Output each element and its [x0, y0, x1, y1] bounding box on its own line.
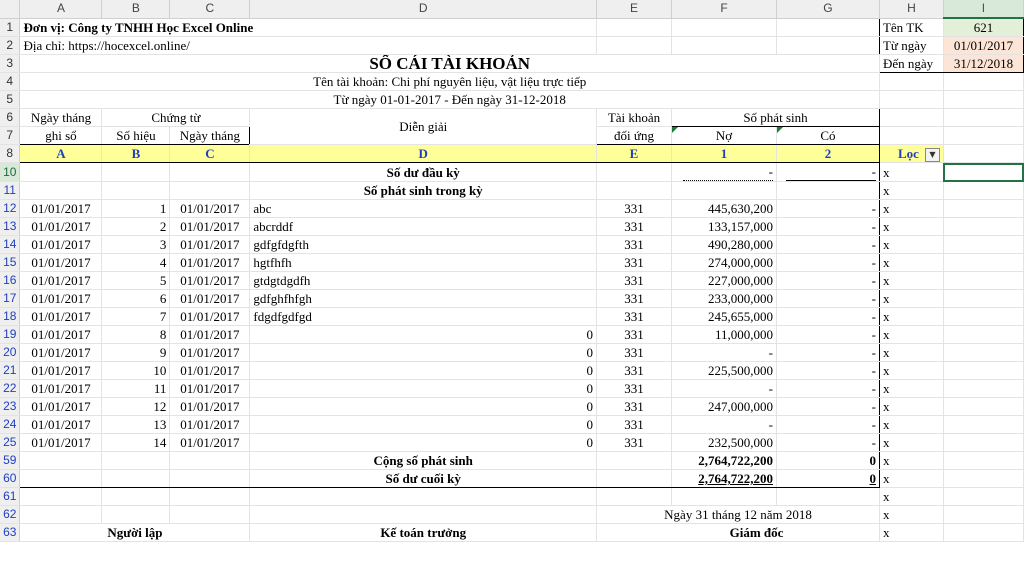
- row-header[interactable]: 5: [0, 91, 20, 109]
- account-value[interactable]: 621: [943, 18, 1023, 37]
- cell[interactable]: [776, 18, 879, 37]
- header-description[interactable]: Diễn giải: [250, 109, 597, 145]
- cell[interactable]: [20, 452, 102, 470]
- debit-cell[interactable]: 245,655,000: [672, 308, 777, 326]
- row-header[interactable]: 63: [0, 524, 20, 542]
- table-row: [0, 254, 1024, 272]
- account-label[interactable]: Tên TK: [879, 18, 943, 37]
- debit-cell[interactable]: -: [672, 344, 777, 362]
- cell[interactable]: [672, 182, 777, 200]
- counter-account-cell[interactable]: 331: [597, 200, 672, 218]
- col-header-i[interactable]: I: [943, 0, 1023, 18]
- voucher-no-cell[interactable]: 7: [102, 308, 170, 326]
- header-credit[interactable]: Có: [776, 127, 879, 145]
- total-debit[interactable]: 2,764,722,200: [672, 452, 777, 470]
- cell[interactable]: [170, 488, 250, 506]
- cell[interactable]: [672, 488, 777, 506]
- col-header-g[interactable]: G: [776, 0, 879, 18]
- cell[interactable]: [170, 163, 250, 182]
- row-header[interactable]: 61: [0, 488, 20, 506]
- to-value[interactable]: 31/12/2018: [943, 55, 1023, 73]
- record-date-cell[interactable]: 01/01/2017: [20, 398, 102, 416]
- company-name[interactable]: Đơn vị: Công ty TNHH Học Excel Online: [20, 18, 597, 37]
- cell[interactable]: [776, 37, 879, 55]
- voucher-no-cell[interactable]: 12: [102, 398, 170, 416]
- cell[interactable]: [102, 452, 170, 470]
- debit-cell[interactable]: -: [672, 380, 777, 398]
- cell[interactable]: [943, 416, 1023, 434]
- cell[interactable]: [597, 18, 672, 37]
- row-header[interactable]: 24: [0, 416, 20, 434]
- row-header[interactable]: 12: [0, 200, 20, 218]
- counter-account-cell[interactable]: 331: [597, 218, 672, 236]
- credit-cell[interactable]: -: [776, 254, 879, 272]
- cell[interactable]: [943, 182, 1023, 200]
- closing-debit[interactable]: 2,764,722,200: [672, 470, 777, 488]
- cell[interactable]: [943, 127, 1023, 145]
- account-name[interactable]: Tên tài khoản: Chi phí nguyên liệu, vật liệu trực tiếp: [20, 73, 879, 91]
- voucher-date-cell[interactable]: 01/01/2017: [170, 272, 250, 290]
- header-voucher-date[interactable]: Ngày tháng: [170, 127, 250, 145]
- voucher-date-cell[interactable]: 01/01/2017: [170, 434, 250, 452]
- row-header[interactable]: 1: [0, 18, 20, 37]
- credit-cell[interactable]: -: [776, 326, 879, 344]
- table-row: [0, 308, 1024, 326]
- row-header[interactable]: 19: [0, 326, 20, 344]
- credit-cell[interactable]: -: [776, 344, 879, 362]
- company-address[interactable]: Địa chỉ: https://hocexcel.online/: [20, 37, 597, 55]
- counter-account-cell[interactable]: 331: [597, 344, 672, 362]
- cell[interactable]: [597, 470, 672, 488]
- header-counter-account-2[interactable]: đối ứng: [597, 127, 672, 145]
- cell[interactable]: [597, 182, 672, 200]
- counter-account-cell[interactable]: 331: [597, 362, 672, 380]
- row-header[interactable]: 16: [0, 272, 20, 290]
- table-row: [0, 236, 1024, 254]
- voucher-no-cell[interactable]: 10: [102, 362, 170, 380]
- ledger-title[interactable]: SỔ CÁI TÀI KHOẢN: [20, 55, 879, 73]
- cell[interactable]: [672, 37, 777, 55]
- code-e[interactable]: E: [597, 145, 672, 163]
- credit-cell[interactable]: -: [776, 218, 879, 236]
- cell[interactable]: [943, 362, 1023, 380]
- select-all-corner[interactable]: [0, 0, 20, 18]
- cell[interactable]: [943, 236, 1023, 254]
- code-1[interactable]: 1: [672, 145, 777, 163]
- cell[interactable]: [943, 145, 1023, 163]
- voucher-date-cell[interactable]: 01/01/2017: [170, 254, 250, 272]
- cell[interactable]: [170, 470, 250, 488]
- credit-cell[interactable]: -: [776, 380, 879, 398]
- cell[interactable]: [597, 488, 672, 506]
- credit-cell[interactable]: -: [776, 434, 879, 452]
- cell[interactable]: [943, 254, 1023, 272]
- cell[interactable]: [170, 182, 250, 200]
- voucher-date-cell[interactable]: 01/01/2017: [170, 308, 250, 326]
- cell[interactable]: [943, 290, 1023, 308]
- counter-account-cell[interactable]: 331: [597, 416, 672, 434]
- flag-cell[interactable]: x: [879, 380, 943, 398]
- voucher-date-cell[interactable]: 01/01/2017: [170, 290, 250, 308]
- record-date-cell[interactable]: 01/01/2017: [20, 416, 102, 434]
- sign-date[interactable]: Ngày 31 tháng 12 năm 2018: [597, 506, 880, 524]
- voucher-no-cell[interactable]: 11: [102, 380, 170, 398]
- col-header-a[interactable]: A: [20, 0, 102, 18]
- table-row: [0, 434, 1024, 452]
- voucher-date-cell[interactable]: 01/01/2017: [170, 344, 250, 362]
- credit-cell[interactable]: -: [776, 398, 879, 416]
- cell[interactable]: [597, 452, 672, 470]
- table-row: [0, 290, 1024, 308]
- cell[interactable]: [102, 163, 170, 182]
- table-row: [0, 218, 1024, 236]
- cell[interactable]: [250, 506, 597, 524]
- cell[interactable]: [943, 398, 1023, 416]
- voucher-no-cell[interactable]: 3: [102, 236, 170, 254]
- filter-dropdown-icon[interactable]: ▼: [925, 148, 940, 162]
- cell[interactable]: [250, 488, 597, 506]
- cell[interactable]: x: [879, 524, 943, 542]
- credit-cell[interactable]: -: [776, 236, 879, 254]
- col-header-h[interactable]: H: [879, 0, 943, 18]
- col-header-e[interactable]: E: [597, 0, 672, 18]
- voucher-date-cell[interactable]: 01/01/2017: [170, 236, 250, 254]
- description-cell[interactable]: 0: [250, 398, 597, 416]
- description-cell[interactable]: hgtfhfh: [250, 254, 597, 272]
- flag-cell[interactable]: x: [879, 326, 943, 344]
- cell[interactable]: [20, 470, 102, 488]
- row-header[interactable]: 18: [0, 308, 20, 326]
- preparer-label[interactable]: Người lập: [20, 524, 250, 542]
- director-label[interactable]: Giám đốc: [597, 524, 880, 542]
- header-amount[interactable]: Số phát sinh: [672, 109, 880, 127]
- debit-cell[interactable]: 233,000,000: [672, 290, 777, 308]
- row-header[interactable]: 59: [0, 452, 20, 470]
- flag-cell[interactable]: x: [879, 272, 943, 290]
- cell[interactable]: [943, 380, 1023, 398]
- voucher-date-cell[interactable]: 01/01/2017: [170, 200, 250, 218]
- row-header[interactable]: 11: [0, 182, 20, 200]
- record-date-cell[interactable]: 01/01/2017: [20, 326, 102, 344]
- row-header[interactable]: 13: [0, 218, 20, 236]
- opening-flag[interactable]: x: [879, 163, 943, 182]
- row-header[interactable]: 15: [0, 254, 20, 272]
- counter-account-cell[interactable]: 331: [597, 434, 672, 452]
- code-a[interactable]: A: [20, 145, 102, 163]
- table-row: [0, 398, 1024, 416]
- counter-account-cell[interactable]: 331: [597, 272, 672, 290]
- from-label[interactable]: Từ ngày: [879, 37, 943, 55]
- record-date-cell[interactable]: 01/01/2017: [20, 236, 102, 254]
- row-header[interactable]: 23: [0, 398, 20, 416]
- cell[interactable]: [943, 272, 1023, 290]
- header-record-date-2[interactable]: ghi sổ: [20, 127, 102, 145]
- code-2[interactable]: 2: [776, 145, 879, 163]
- opening-debit[interactable]: -: [672, 163, 777, 182]
- counter-account-cell[interactable]: 331: [597, 254, 672, 272]
- row-header[interactable]: 17: [0, 290, 20, 308]
- voucher-date-cell[interactable]: 01/01/2017: [170, 218, 250, 236]
- header-record-date[interactable]: Ngày tháng: [20, 109, 102, 127]
- flag-cell[interactable]: x: [879, 344, 943, 362]
- cell[interactable]: [943, 218, 1023, 236]
- table-row: [0, 380, 1024, 398]
- filter-label: Lọc: [898, 146, 919, 161]
- debit-cell[interactable]: 445,630,200: [672, 200, 777, 218]
- to-label[interactable]: Đến ngày: [879, 55, 943, 73]
- debit-cell[interactable]: 490,280,000: [672, 236, 777, 254]
- header-debit[interactable]: Nợ: [672, 127, 777, 145]
- description-cell[interactable]: 0: [250, 344, 597, 362]
- debit-cell[interactable]: 227,000,000: [672, 272, 777, 290]
- cell[interactable]: [597, 37, 672, 55]
- voucher-no-cell[interactable]: 4: [102, 254, 170, 272]
- record-date-cell[interactable]: 01/01/2017: [20, 254, 102, 272]
- header-voucher[interactable]: Chứng từ: [102, 109, 250, 127]
- description-cell[interactable]: 0: [250, 380, 597, 398]
- flag-cell[interactable]: x: [879, 398, 943, 416]
- active-cell[interactable]: [943, 163, 1023, 182]
- record-date-cell[interactable]: 01/01/2017: [20, 434, 102, 452]
- row-header[interactable]: 21: [0, 362, 20, 380]
- debit-cell[interactable]: -: [672, 416, 777, 434]
- flag-cell[interactable]: x: [879, 254, 943, 272]
- cell[interactable]: x: [879, 182, 943, 200]
- opening-balance-label[interactable]: Số dư đầu kỳ: [250, 163, 597, 182]
- table-row: [0, 344, 1024, 362]
- cell[interactable]: [170, 506, 250, 524]
- description-cell[interactable]: gtdgtdgdfh: [250, 272, 597, 290]
- cell[interactable]: [879, 109, 943, 127]
- credit-cell[interactable]: -: [776, 272, 879, 290]
- credit-cell[interactable]: -: [776, 308, 879, 326]
- flag-cell[interactable]: x: [879, 290, 943, 308]
- row-header[interactable]: 3: [0, 55, 20, 73]
- col-header-f[interactable]: F: [672, 0, 777, 18]
- cell[interactable]: [20, 163, 102, 182]
- cell[interactable]: [943, 326, 1023, 344]
- cell[interactable]: [879, 73, 943, 91]
- description-cell[interactable]: 0: [250, 416, 597, 434]
- description-cell[interactable]: abc: [250, 200, 597, 218]
- description-cell[interactable]: 0: [250, 362, 597, 380]
- cell[interactable]: [943, 524, 1023, 542]
- row-header[interactable]: 7: [0, 127, 20, 145]
- record-date-cell[interactable]: 01/01/2017: [20, 362, 102, 380]
- debit-cell[interactable]: 247,000,000: [672, 398, 777, 416]
- row-header[interactable]: 25: [0, 434, 20, 452]
- table-row: [0, 362, 1024, 380]
- closing-label[interactable]: Số dư cuối kỳ: [250, 470, 597, 488]
- cell[interactable]: [943, 73, 1023, 91]
- cell[interactable]: [672, 18, 777, 37]
- col-header-c[interactable]: C: [170, 0, 250, 18]
- row-header[interactable]: 10: [0, 163, 20, 182]
- voucher-no-cell[interactable]: 2: [102, 218, 170, 236]
- flag-cell[interactable]: x: [879, 308, 943, 326]
- closing-credit[interactable]: 0: [776, 470, 879, 488]
- description-cell[interactable]: gdfgfdgfth: [250, 236, 597, 254]
- record-date-cell[interactable]: 01/01/2017: [20, 290, 102, 308]
- closing-flag[interactable]: x: [879, 470, 943, 488]
- ledger-rows: [0, 200, 1024, 452]
- cell[interactable]: [879, 91, 943, 109]
- total-flag[interactable]: x: [879, 452, 943, 470]
- voucher-no-cell[interactable]: 5: [102, 272, 170, 290]
- row-header[interactable]: 2: [0, 37, 20, 55]
- debit-cell[interactable]: 133,157,000: [672, 218, 777, 236]
- flag-cell[interactable]: x: [879, 434, 943, 452]
- chief-accountant-label[interactable]: Kế toán trưởng: [250, 524, 597, 542]
- debit-cell[interactable]: 274,000,000: [672, 254, 777, 272]
- counter-account-cell[interactable]: 331: [597, 236, 672, 254]
- cell[interactable]: x: [879, 506, 943, 524]
- record-date-cell[interactable]: 01/01/2017: [20, 200, 102, 218]
- cell[interactable]: [943, 506, 1023, 524]
- credit-cell[interactable]: -: [776, 416, 879, 434]
- header-counter-account[interactable]: Tài khoản: [597, 109, 672, 127]
- voucher-date-cell[interactable]: 01/01/2017: [170, 398, 250, 416]
- description-cell[interactable]: abcrddf: [250, 218, 597, 236]
- cell[interactable]: [943, 91, 1023, 109]
- table-row: [0, 200, 1024, 218]
- from-value[interactable]: 01/01/2017: [943, 37, 1023, 55]
- voucher-no-cell[interactable]: 9: [102, 344, 170, 362]
- cell[interactable]: [102, 506, 170, 524]
- cell[interactable]: [943, 452, 1023, 470]
- cell[interactable]: [102, 488, 170, 506]
- debit-cell[interactable]: 232,500,000: [672, 434, 777, 452]
- filter-cell[interactable]: [879, 145, 943, 163]
- record-date-cell[interactable]: 01/01/2017: [20, 218, 102, 236]
- cell[interactable]: [943, 470, 1023, 488]
- record-date-cell[interactable]: 01/01/2017: [20, 308, 102, 326]
- cell[interactable]: [943, 200, 1023, 218]
- description-cell[interactable]: 0: [250, 434, 597, 452]
- table-row: [0, 326, 1024, 344]
- counter-account-cell[interactable]: 331: [597, 290, 672, 308]
- cell[interactable]: [943, 109, 1023, 127]
- row-header[interactable]: 4: [0, 73, 20, 91]
- cell[interactable]: [943, 344, 1023, 362]
- code-d[interactable]: D: [250, 145, 597, 163]
- debit-cell[interactable]: 11,000,000: [672, 326, 777, 344]
- voucher-no-cell[interactable]: 6: [102, 290, 170, 308]
- flag-cell[interactable]: x: [879, 218, 943, 236]
- cell[interactable]: [943, 308, 1023, 326]
- cell[interactable]: [943, 488, 1023, 506]
- cell[interactable]: [20, 182, 102, 200]
- col-header-d[interactable]: D: [250, 0, 597, 18]
- ledger-period[interactable]: Từ ngày 01-01-2017 - Đến ngày 31-12-2018: [20, 91, 879, 109]
- row-header[interactable]: 20: [0, 344, 20, 362]
- flag-cell[interactable]: x: [879, 236, 943, 254]
- flag-cell[interactable]: x: [879, 200, 943, 218]
- credit-cell[interactable]: -: [776, 290, 879, 308]
- row-header[interactable]: 8: [0, 145, 20, 163]
- cell[interactable]: [102, 182, 170, 200]
- code-b[interactable]: B: [102, 145, 170, 163]
- counter-account-cell[interactable]: 331: [597, 398, 672, 416]
- table-row: [0, 272, 1024, 290]
- voucher-no-cell[interactable]: 1: [102, 200, 170, 218]
- credit-cell[interactable]: -: [776, 362, 879, 380]
- record-date-cell[interactable]: 01/01/2017: [20, 344, 102, 362]
- row-header[interactable]: 62: [0, 506, 20, 524]
- row-header[interactable]: 22: [0, 380, 20, 398]
- record-date-cell[interactable]: 01/01/2017: [20, 380, 102, 398]
- voucher-date-cell[interactable]: 01/01/2017: [170, 362, 250, 380]
- row-header[interactable]: 60: [0, 470, 20, 488]
- period-label[interactable]: Số phát sinh trong kỳ: [250, 182, 597, 200]
- record-date-cell[interactable]: 01/01/2017: [20, 272, 102, 290]
- code-c[interactable]: C: [170, 145, 250, 163]
- description-cell[interactable]: fdgdfgdfgd: [250, 308, 597, 326]
- cell[interactable]: [20, 488, 102, 506]
- total-credit[interactable]: 0: [776, 452, 879, 470]
- cell[interactable]: [943, 434, 1023, 452]
- counter-account-cell[interactable]: 331: [597, 326, 672, 344]
- description-cell[interactable]: 0: [250, 326, 597, 344]
- cell[interactable]: [170, 452, 250, 470]
- flag-cell[interactable]: x: [879, 416, 943, 434]
- counter-account-cell[interactable]: 331: [597, 380, 672, 398]
- voucher-date-cell[interactable]: 01/01/2017: [170, 416, 250, 434]
- cell[interactable]: [776, 182, 879, 200]
- header-voucher-no[interactable]: Số hiệu: [102, 127, 170, 145]
- credit-cell[interactable]: -: [776, 200, 879, 218]
- row-header[interactable]: 6: [0, 109, 20, 127]
- cell[interactable]: [776, 488, 879, 506]
- voucher-no-cell[interactable]: 13: [102, 416, 170, 434]
- row-header[interactable]: 14: [0, 236, 20, 254]
- debit-cell[interactable]: 225,500,000: [672, 362, 777, 380]
- voucher-no-cell[interactable]: 14: [102, 434, 170, 452]
- cell[interactable]: x: [879, 488, 943, 506]
- flag-cell[interactable]: x: [879, 362, 943, 380]
- col-header-b[interactable]: B: [102, 0, 170, 18]
- counter-account-cell[interactable]: 331: [597, 308, 672, 326]
- voucher-date-cell[interactable]: 01/01/2017: [170, 326, 250, 344]
- voucher-no-cell[interactable]: 8: [102, 326, 170, 344]
- cell[interactable]: [102, 470, 170, 488]
- cell[interactable]: [20, 506, 102, 524]
- cell[interactable]: [597, 163, 672, 182]
- description-cell[interactable]: gdfghfhfgh: [250, 290, 597, 308]
- opening-credit[interactable]: -: [776, 163, 879, 182]
- table-row: [0, 416, 1024, 434]
- voucher-date-cell[interactable]: 01/01/2017: [170, 380, 250, 398]
- total-label[interactable]: Cộng số phát sinh: [250, 452, 597, 470]
- cell[interactable]: [879, 127, 943, 145]
